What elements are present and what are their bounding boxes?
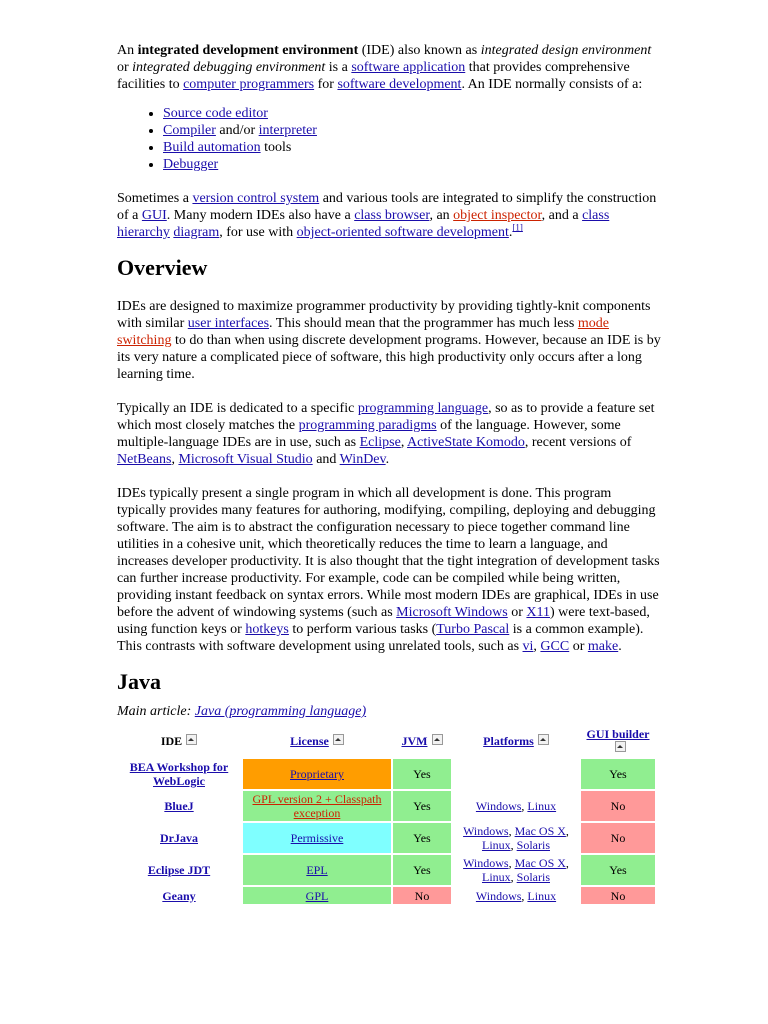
column-header-license[interactable]: License: [243, 725, 391, 757]
jvm-cell: Yes: [393, 855, 451, 885]
link-geany[interactable]: Geany: [162, 888, 196, 903]
license-cell: [243, 759, 391, 789]
table-row: [117, 791, 655, 821]
link-microsoft-windows[interactable]: Microsoft Windows: [396, 605, 508, 620]
link-windev[interactable]: WinDev: [339, 452, 386, 467]
link-platform-linux[interactable]: Linux: [527, 888, 557, 903]
table-row: [117, 823, 655, 853]
table-row: [117, 855, 655, 885]
link-mode-switching[interactable]: mode switching: [117, 316, 609, 348]
intro-paragraph: An integrated development environment (IDE) also known as integrated design environment or integrated debugging environment is a software application that provides comprehensive facilities to computer programmers for software development. An IDE normally consists of a:: [117, 43, 652, 92]
link-platform-windows[interactable]: Windows: [463, 856, 509, 870]
gui-builder-cell: No: [581, 823, 655, 853]
link-gui[interactable]: GUI: [141, 208, 167, 223]
link-platform-linux[interactable]: Linux: [481, 838, 511, 852]
link-user-interfaces[interactable]: user interfaces: [187, 316, 270, 331]
link-compiler[interactable]: Compiler: [163, 123, 216, 138]
jvm-cell: No: [393, 887, 451, 904]
link-interpreter[interactable]: interpreter: [258, 123, 317, 138]
platforms-cell: Windows, Mac OS X, Linux, Solaris: [463, 856, 569, 884]
main-article-note: Main article: Java (programming language): [117, 704, 367, 719]
jvm-cell: Yes: [393, 823, 451, 853]
link-platform-linux[interactable]: Linux: [481, 870, 511, 884]
link-eclipse[interactable]: Eclipse: [359, 435, 401, 450]
sort-icon[interactable]: [432, 734, 443, 745]
sort-icon[interactable]: [333, 734, 344, 745]
link-platform-linux[interactable]: Linux: [527, 799, 557, 813]
ide-name-cell: [117, 887, 241, 904]
list-item: [163, 156, 662, 173]
platforms-cell: [453, 759, 579, 789]
license-cell: [243, 791, 391, 821]
link-license[interactable]: Proprietary: [290, 767, 344, 781]
link-debugger[interactable]: Debugger: [163, 157, 219, 172]
link-bluej[interactable]: BlueJ: [164, 799, 194, 813]
platforms-cell: Windows, Linux: [475, 799, 557, 813]
link-license[interactable]: GPL: [305, 888, 329, 903]
link-drjava[interactable]: DrJava: [160, 831, 198, 845]
gui-builder-cell: Yes: [581, 855, 655, 885]
license-cell: [243, 823, 391, 853]
article-body: [117, 42, 662, 906]
column-header-jvm[interactable]: JVM: [393, 725, 451, 757]
link-version-control-system[interactable]: version control system: [192, 191, 320, 206]
table-header-row: [117, 725, 655, 757]
link-microsoft-visual-studio[interactable]: Microsoft Visual Studio: [178, 452, 313, 467]
sort-icon[interactable]: [538, 734, 549, 745]
license-cell: [243, 887, 391, 904]
link-gcc[interactable]: GCC: [540, 639, 570, 654]
link-software-development[interactable]: software development: [337, 77, 462, 92]
link-hotkeys[interactable]: hotkeys: [245, 622, 289, 637]
platforms-cell: Windows, Mac OS X, Linux, Solaris: [463, 824, 569, 852]
tools-paragraph: Sometimes a version control system and various tools are integrated to simplify the construction of a GUI. Many modern IDEs also have a class browser, an object inspector, and a class hierarchy diagram, for use with object-oriented software development.[1]: [117, 191, 657, 240]
platforms-cell: Windows, Linux: [475, 888, 557, 903]
gui-builder-cell: Yes: [581, 759, 655, 789]
link-source-code-editor[interactable]: Source code editor: [163, 106, 268, 121]
link-platform-solaris[interactable]: Solaris: [516, 838, 550, 852]
heading-java: Java: [117, 669, 161, 694]
link-netbeans[interactable]: NetBeans: [117, 452, 172, 467]
ide-name-cell: [117, 855, 241, 885]
link-license[interactable]: GPL version 2 + Classpath exception: [252, 792, 382, 820]
link-computer-programmers[interactable]: computer programmers: [183, 77, 315, 92]
java-ide-table: [115, 723, 657, 906]
link-license[interactable]: EPL: [306, 863, 328, 877]
list-item: • Build automation tools: [163, 139, 662, 156]
link-turbo-pascal[interactable]: Turbo Pascal: [436, 622, 510, 637]
list-item: [163, 105, 662, 122]
link-oo-software-development[interactable]: object-oriented software development: [296, 225, 509, 240]
link-x11[interactable]: X11: [526, 605, 550, 620]
column-header-ide[interactable]: IDE: [117, 725, 241, 757]
gui-builder-cell: No: [581, 791, 655, 821]
overview-paragraph-3: IDEs typically present a single program in which all development is done. This program typically provides many features for authoring, modifying, compiling, deploying and debugging software. The aim is to abstract the configuration necessary to piece together command line utilities in a cohesive unit, which theoretically reduces the time to learn a language, and increases developer productivity. It is also thought that the tight integration of development tasks can further increase productivity. For example, code can be compiled while being written, providing instant feedback on syntax errors. While most modern IDEs are graphical, IDEs in use before the advent of windowing systems (such as Microsoft Windows or X11) were text-based, using function keys or hotkeys to perform various tasks (Turbo Pascal is a common example). This contrasts with software development using unrelated tools, such as vi, GCC or make.: [117, 486, 660, 654]
link-platform-windows[interactable]: Windows: [463, 824, 509, 838]
link-activestate-komodo[interactable]: ActiveState Komodo: [407, 435, 525, 450]
table-row: [117, 887, 655, 904]
link-programming-language[interactable]: programming language: [357, 401, 489, 416]
link-java-programming-language[interactable]: Java (programming language): [194, 704, 367, 719]
table-row: [117, 759, 655, 789]
list-item: • Compiler and/or interpreter: [163, 122, 662, 139]
ide-name-cell: [117, 759, 241, 789]
link-make[interactable]: make: [587, 639, 619, 654]
link-license[interactable]: Permissive: [290, 831, 344, 845]
link-build-automation[interactable]: Build automation: [163, 140, 261, 155]
link-object-inspector[interactable]: object inspector: [453, 208, 542, 223]
heading-overview: Overview: [117, 255, 208, 280]
overview-paragraph-2: Typically an IDE is dedicated to a specific programming language, so as to provide a feature set which most closely matches the programming paradigms of the language. However, some multiple-language IDEs are in use, such as Eclipse, ActiveState Komodo, recent versions of NetBeans, Microsoft Visual Studio and WinDev.: [117, 401, 655, 467]
link-platform-solaris[interactable]: Solaris: [516, 870, 550, 884]
jvm-cell: Yes: [393, 759, 451, 789]
link-class-hierarchy[interactable]: class hierarchy: [117, 208, 610, 240]
link-diagram[interactable]: diagram: [173, 225, 220, 240]
sort-icon[interactable]: [615, 741, 626, 752]
link-bea-workshop[interactable]: BEA Workshop for WebLogic: [129, 760, 229, 788]
jvm-cell: Yes: [393, 791, 451, 821]
link-programming-paradigms[interactable]: programming paradigms: [298, 418, 437, 433]
component-list: [117, 105, 662, 173]
link-software-application[interactable]: software application: [351, 60, 466, 75]
link-platform-macosx[interactable]: Mac OS X: [514, 856, 566, 870]
link-platform-windows[interactable]: Windows: [475, 888, 522, 903]
ide-name-cell: [117, 823, 241, 853]
sort-icon[interactable]: [186, 734, 197, 745]
link-class-browser[interactable]: class browser: [354, 208, 430, 223]
link-eclipse-jdt[interactable]: Eclipse JDT: [147, 863, 211, 877]
link-vi[interactable]: vi: [522, 639, 534, 654]
overview-paragraph-1: IDEs are designed to maximize programmer productivity by providing tightly-knit components with similar user interfaces. This should mean that the programmer has much less mode switching to do than when using discrete development programs. However, because an IDE is by its very nature a complicated piece of software, this high productivity only occurs after a long learning time.: [117, 299, 661, 382]
license-cell: [243, 855, 391, 885]
link-platform-windows[interactable]: Windows: [475, 799, 522, 813]
reference-1[interactable]: [1]: [512, 222, 523, 233]
ide-name-cell: [117, 791, 241, 821]
column-header-gui-builder[interactable]: GUI builder: [581, 725, 655, 757]
link-platform-macosx[interactable]: Mac OS X: [514, 824, 566, 838]
gui-builder-cell: No: [581, 887, 655, 904]
column-header-platforms[interactable]: Platforms: [453, 725, 579, 757]
